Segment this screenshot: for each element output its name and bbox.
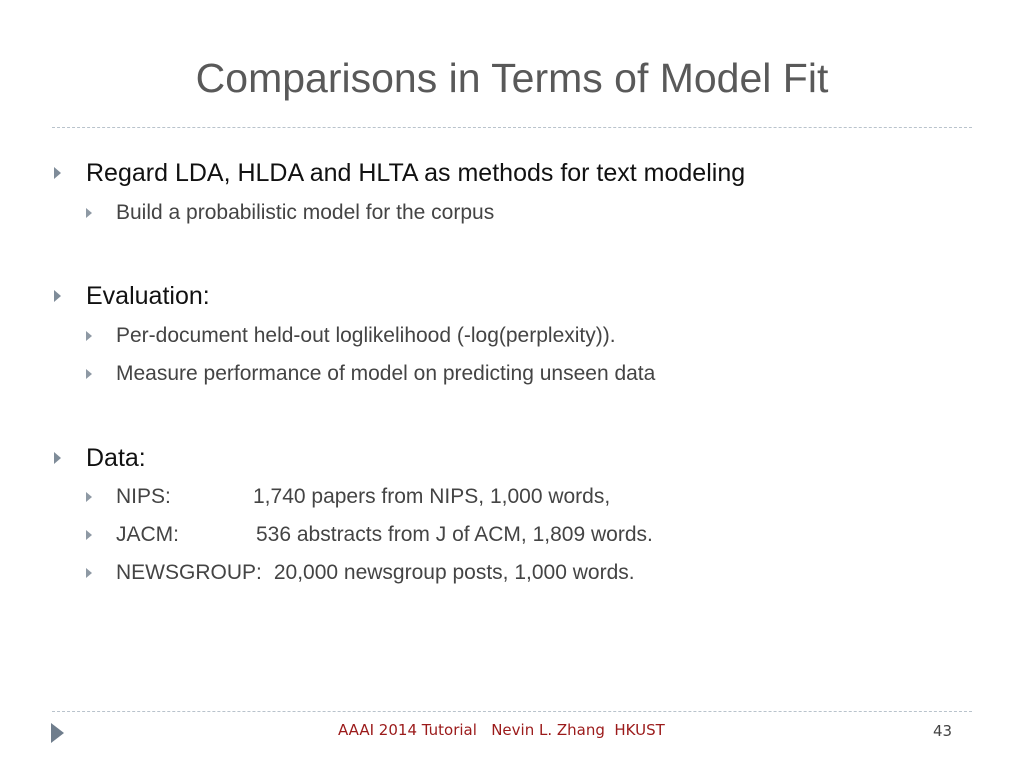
subbullet-triangle-icon bbox=[86, 568, 92, 578]
bullet-data bbox=[54, 442, 146, 474]
title-divider bbox=[52, 127, 972, 128]
footer-credit: AAAI 2014 Tutorial Nevin L. Zhang HKUST bbox=[338, 721, 665, 739]
page-number: 43 bbox=[933, 722, 953, 740]
bullet-triangle-icon bbox=[54, 290, 61, 302]
subbullet-triangle-icon bbox=[86, 369, 92, 379]
bullet-evaluation bbox=[54, 280, 210, 312]
footer-divider bbox=[52, 711, 972, 712]
subbullet-loglikelihood bbox=[86, 322, 616, 350]
subbullet-data-newsgroup bbox=[86, 559, 635, 587]
dataset-description: 1,740 papers from NIPS, 1,000 words, bbox=[253, 485, 611, 508]
bullet-triangle-icon bbox=[54, 452, 61, 464]
subbullet-data-jacm bbox=[86, 521, 653, 549]
subbullet-triangle-icon bbox=[86, 492, 92, 502]
subbullet-text: Measure performance of model on predicting unseen data bbox=[116, 362, 656, 385]
subbullet-data-nips bbox=[86, 483, 610, 511]
subbullet-text: Per-document held-out loglikelihood (-log(perplexity)). bbox=[116, 324, 616, 347]
bullet-text: Regard LDA, HLDA and HLTA as methods for text modeling bbox=[86, 158, 746, 187]
dataset-description: 536 abstracts from J of ACM, 1,809 words. bbox=[256, 523, 653, 546]
bullet-triangle-icon bbox=[54, 167, 61, 179]
dataset-name: NEWSGROUP: bbox=[116, 561, 262, 584]
subbullet-text: Build a probabilistic model for the corpus bbox=[116, 201, 495, 224]
subbullet-triangle-icon bbox=[86, 530, 92, 540]
subbullet-measure-performance bbox=[86, 360, 655, 388]
dataset-name: JACM: bbox=[116, 523, 179, 546]
subbullet-triangle-icon bbox=[86, 208, 92, 218]
subbullet-probabilistic-model bbox=[86, 199, 494, 227]
footer-triangle-icon bbox=[51, 723, 64, 743]
slide-title: Comparisons in Terms of Model Fit bbox=[195, 55, 829, 101]
bullet-text: Data: bbox=[86, 443, 146, 472]
dataset-description: 20,000 newsgroup posts, 1,000 words. bbox=[273, 561, 635, 584]
dataset-name: NIPS: bbox=[116, 485, 171, 508]
bullet-text: Evaluation: bbox=[86, 281, 210, 310]
bullet-regard-methods bbox=[54, 157, 745, 189]
subbullet-triangle-icon bbox=[86, 331, 92, 341]
